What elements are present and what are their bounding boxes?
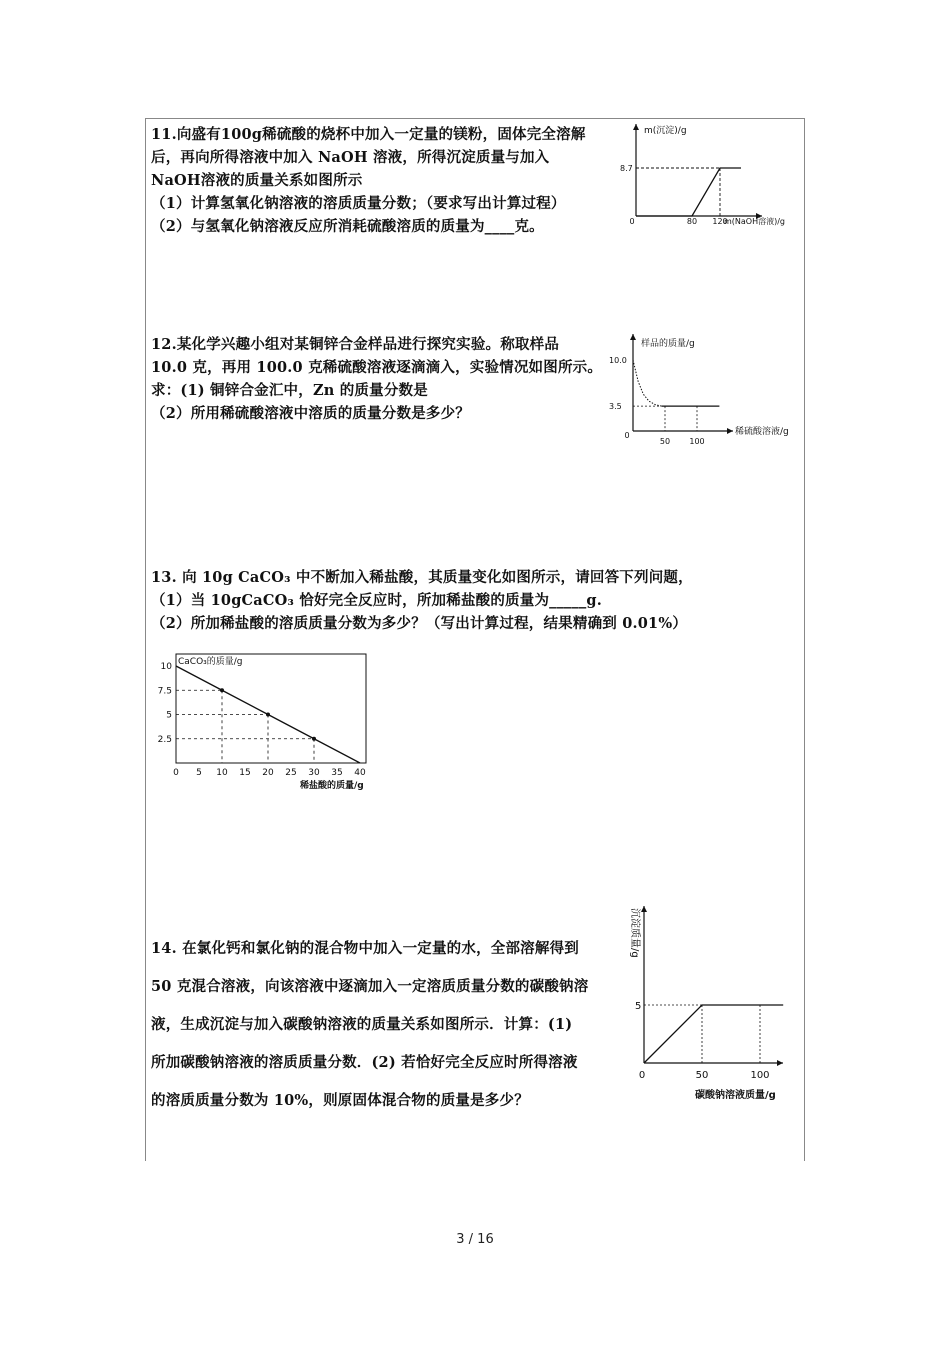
q14-line-5: 的溶质质量分数为 10%，则原固体混合物的质量是多少？ [151, 1092, 529, 1109]
question-13 [151, 566, 693, 635]
y-tick-label: 2.5 [157, 734, 172, 745]
x-tick-label: 80 [686, 217, 698, 226]
data-point [266, 713, 270, 717]
q12-line-2: 10.0 克，再用 100.0 克稀硫酸溶液逐滴滴入，实验情况如图所示。 [151, 359, 603, 376]
series-curve [633, 360, 662, 406]
y-tick-label: 7.5 [157, 686, 172, 697]
y-axis-label: CaCO₃的质量/g [178, 657, 243, 667]
y-tick-label: 10.0 [609, 356, 627, 365]
x-axis-label: m(NaOH溶液)/g [724, 217, 786, 226]
plot-frame [176, 654, 366, 763]
q13-line-3: （2）所加稀盐酸的溶质质量分数为多少？（写出计算过程，结果精确到 0.01%） [151, 615, 688, 632]
page-number: 3 / 16 [456, 1232, 494, 1247]
q14-line-1: 14. 在氯化钙和氯化钠的混合物中加入一定量的水，全部溶解得到 [151, 940, 579, 957]
q14-line-2: 50 克混合溶液，向该溶液中逐滴加入一定溶质质量分数的碳酸钠溶 [151, 978, 589, 995]
x-tick-label: 35 [331, 768, 343, 778]
x-tick-label: 0 [173, 768, 179, 778]
y-axis-arrow [633, 124, 639, 130]
q11-line-5: （2）与氢氧化钠溶液反应所消耗硫酸溶质的质量为____克。 [151, 218, 544, 235]
x-tick-label: 30 [308, 768, 320, 778]
x-axis-label: 稀盐酸的质量/g [300, 781, 364, 791]
q11-line-3: NaOH溶液的质量关系如图所示 [151, 172, 363, 189]
question-11 [151, 123, 586, 238]
y-tick-label: 8.7 [620, 164, 633, 173]
x-axis-label: 碳酸钠溶液质量/g [695, 1090, 776, 1101]
chart-q11 [612, 118, 802, 233]
origin-label: 0 [638, 1070, 646, 1081]
origin-label: 0 [624, 431, 630, 440]
chart-q12 [605, 330, 803, 450]
y-axis-arrow [641, 906, 647, 912]
x-tick-label: 5 [196, 768, 202, 778]
y-axis-arrow [630, 334, 636, 340]
y-axis-label: 样品的质量/g [641, 339, 695, 349]
data-point [312, 737, 316, 741]
y-tick-label: 3.5 [609, 402, 622, 412]
x-axis-arrow [777, 1060, 783, 1066]
q11-line-4: （1）计算氢氧化钠溶液的溶质质量分数；（要求写出计算过程） [151, 195, 566, 212]
x-tick-label: 100 [750, 1070, 770, 1081]
q13-line-2: （1）当 10gCaCO₃ 恰好完全反应时，所加稀盐酸的质量为_____g. [151, 592, 602, 609]
origin-label: 0 [629, 217, 635, 226]
x-axis-label: 稀硫酸溶液/g [735, 427, 789, 437]
y-tick-label: 10 [160, 662, 172, 672]
x-tick-label: 100 [689, 437, 705, 446]
x-tick-label: 40 [354, 768, 366, 778]
series-line [636, 168, 741, 216]
y-tick-label: 5 [635, 1001, 642, 1012]
y-axis-label: 沉淀质量/g [629, 908, 640, 958]
chart-q13 [150, 642, 390, 792]
x-tick-label: 10 [216, 768, 228, 778]
q12-line-3: 求：(1) 铜锌合金汇中，Zn 的质量分数是 [151, 382, 428, 399]
question-12 [151, 333, 602, 425]
x-axis-arrow [727, 428, 733, 434]
x-tick-label: 15 [239, 768, 251, 778]
series-line [644, 1005, 783, 1063]
q11-line-1: 11.向盛有100g稀硫酸的烧杯中加入一定量的镁粉，固体完全溶解 [151, 126, 586, 143]
x-tick-label: 50 [659, 437, 671, 446]
q14-line-4: 所加碳酸钠溶液的溶质质量分数．(2) 若恰好完全反应时所得溶液 [151, 1054, 578, 1071]
y-axis-label: m(沉淀)/g [644, 126, 687, 136]
question-14 [151, 930, 588, 1120]
x-tick-label: 20 [262, 768, 274, 778]
q12-line-4: （2）所用稀硫酸溶液中溶质的质量分数是多少？ [151, 405, 470, 422]
q11-line-2: 后，再向所得溶液中加入 NaOH 溶液，所得沉淀质量与加入 [151, 149, 550, 166]
data-point [220, 688, 224, 692]
y-tick-label: 5 [166, 710, 172, 721]
q13-line-1: 13. 向 10g CaCO₃ 中不断加入稀盐酸，其质量变化如图所示，请回答下列问题， [151, 569, 693, 586]
x-tick-label: 25 [285, 768, 297, 778]
x-tick-label: 50 [695, 1070, 709, 1081]
x-tick-label: 120 [712, 217, 728, 226]
q12-line-1: 12.某化学兴趣小组对某铜锌合金样品进行探究实验。称取样品 [151, 336, 560, 353]
q14-line-3: 液，生成沉淀与加入碳酸钠溶液的质量关系如图所示．计算：(1) [151, 1016, 573, 1033]
chart-q14 [615, 900, 803, 1105]
